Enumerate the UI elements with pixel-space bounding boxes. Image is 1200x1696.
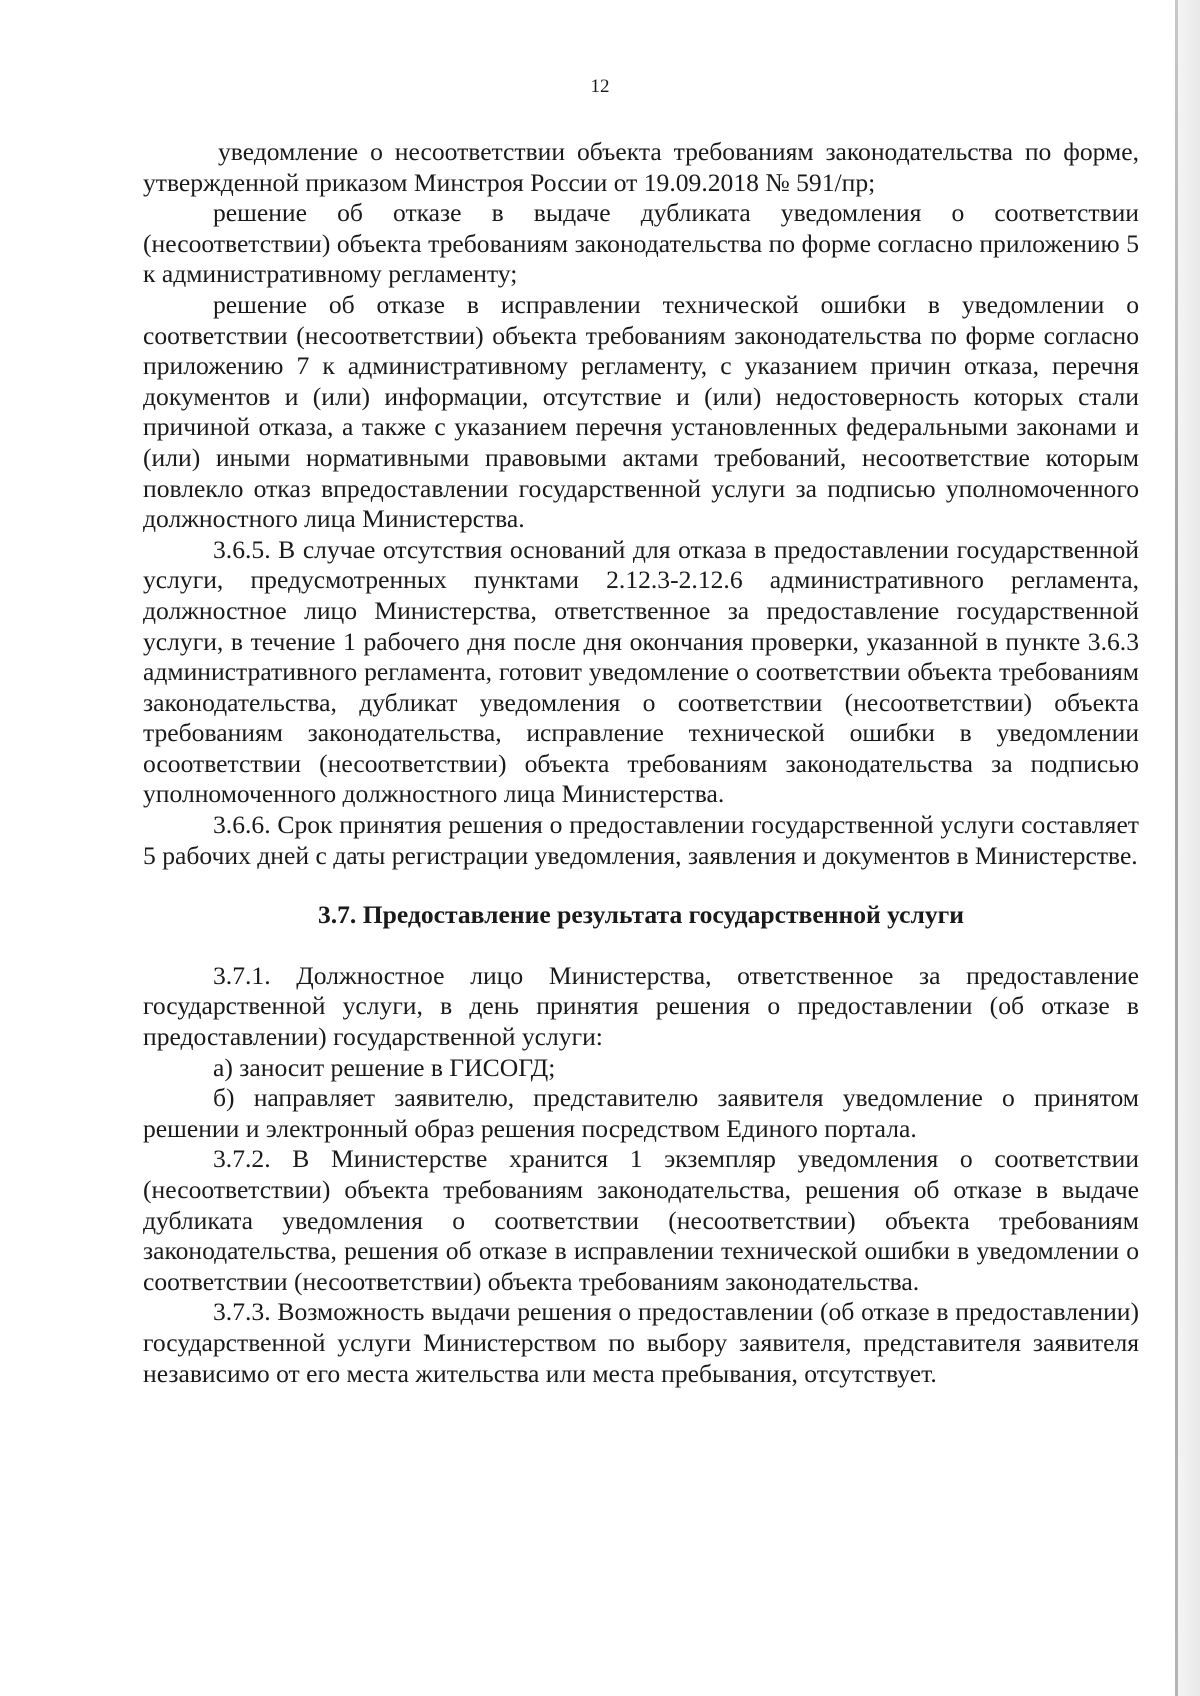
scan-edge-line bbox=[1175, 0, 1178, 1696]
list-item: б) направляет заявителю, представителю заявителя уведомление о принятом решении и электронный образ решения посредством Единого портала. bbox=[143, 1083, 1139, 1143]
paragraph: 3.6.6. Срок принятия решения о предоставлении государственной услуги составляет 5 рабочих дней с даты регистрации уведомления, заявления и документов в Министерстве. bbox=[143, 810, 1139, 870]
paragraph: решение об отказе в выдаче дубликата уведомления о соответствии (несоответствии) объекта требованиям законодательства по форме согласно приложению 5 к административному регламенту; bbox=[143, 198, 1139, 289]
document-body bbox=[143, 137, 1139, 1389]
paragraph: уведомление о несоответствии объекта требованиям законодательства по форме, утвержденной приказом Минстроя России от 19.09.2018 № 591/пр; bbox=[143, 137, 1139, 197]
paragraph: решение об отказе в исправлении технической ошибки в уведомлении о соответствии (несоответствии) объекта требованиям законодательства по форме согласно приложению 7 к административному регламенту, с указанием причин отказа, перечня документов и (или) информации, отсутствие и (или) недостоверность которых стали причиной отказа, а также с указанием перечня установленных федеральными законами и (или) иными нормативными правовыми актами требований, несоответствие которым повлекло отказ впредоставлении государственной услуги за подписью уполномоченного должностного лица Министерства. bbox=[143, 289, 1139, 534]
paragraph: 3.7.1. Должностное лицо Министерства, ответственное за предоставление государственной услуги, в день принятия решения о предоставлении (об отказе в предоставлении) государственной услуги: bbox=[143, 960, 1139, 1052]
section-heading: 3.7. Предоставление результата государственной услуги bbox=[317, 900, 965, 930]
page-number: 12 bbox=[590, 76, 610, 97]
scan-edge-shadow bbox=[1178, 0, 1200, 1696]
paragraph: 3.6.5. В случае отсутствия оснований для отказа в предоставлении государственной услуги, предусмотренных пунктами 2.12.3-2.12.6 административного регламента, должностное лицо Министерства, ответственное за предоставление государственной услуги, в течение 1 рабочего дня после дня окончания проверки, указанной в пункте 3.6.3 административного регламента, готовит уведомление о соответствии объекта требованиям законодательства, дубликат уведомления о соответствии (несоответствии) объекта требованиям законодательства, исправление технической ошибки в уведомлении осоответствии (несоответствии) объекта требованиям законодательства за подписью уполномоченного должностного лица Министерства. bbox=[143, 534, 1139, 809]
list-item: а) заносит решение в ГИСОГД; bbox=[213, 1052, 556, 1082]
paragraph: 3.7.3. Возможность выдачи решения о предоставлении (об отказе в предоставлении) государственной услуги Министерством по выбору заявителя, представителя заявителя независимо от его места жительства или места пребывания, отсутствует. bbox=[143, 1297, 1139, 1388]
paragraph: 3.7.2. В Министерстве хранится 1 экземпляр уведомления о соответствии (несоответствии) объекта требованиям законодательства, решения об отказе в выдаче дубликата уведомления о соответствии (несоответствии) объекта требованиям законодательства, решения об отказе в исправлении технической ошибки в уведомлении о соответствии (несоответствии) объекта требованиям законодательства. bbox=[143, 1144, 1139, 1296]
